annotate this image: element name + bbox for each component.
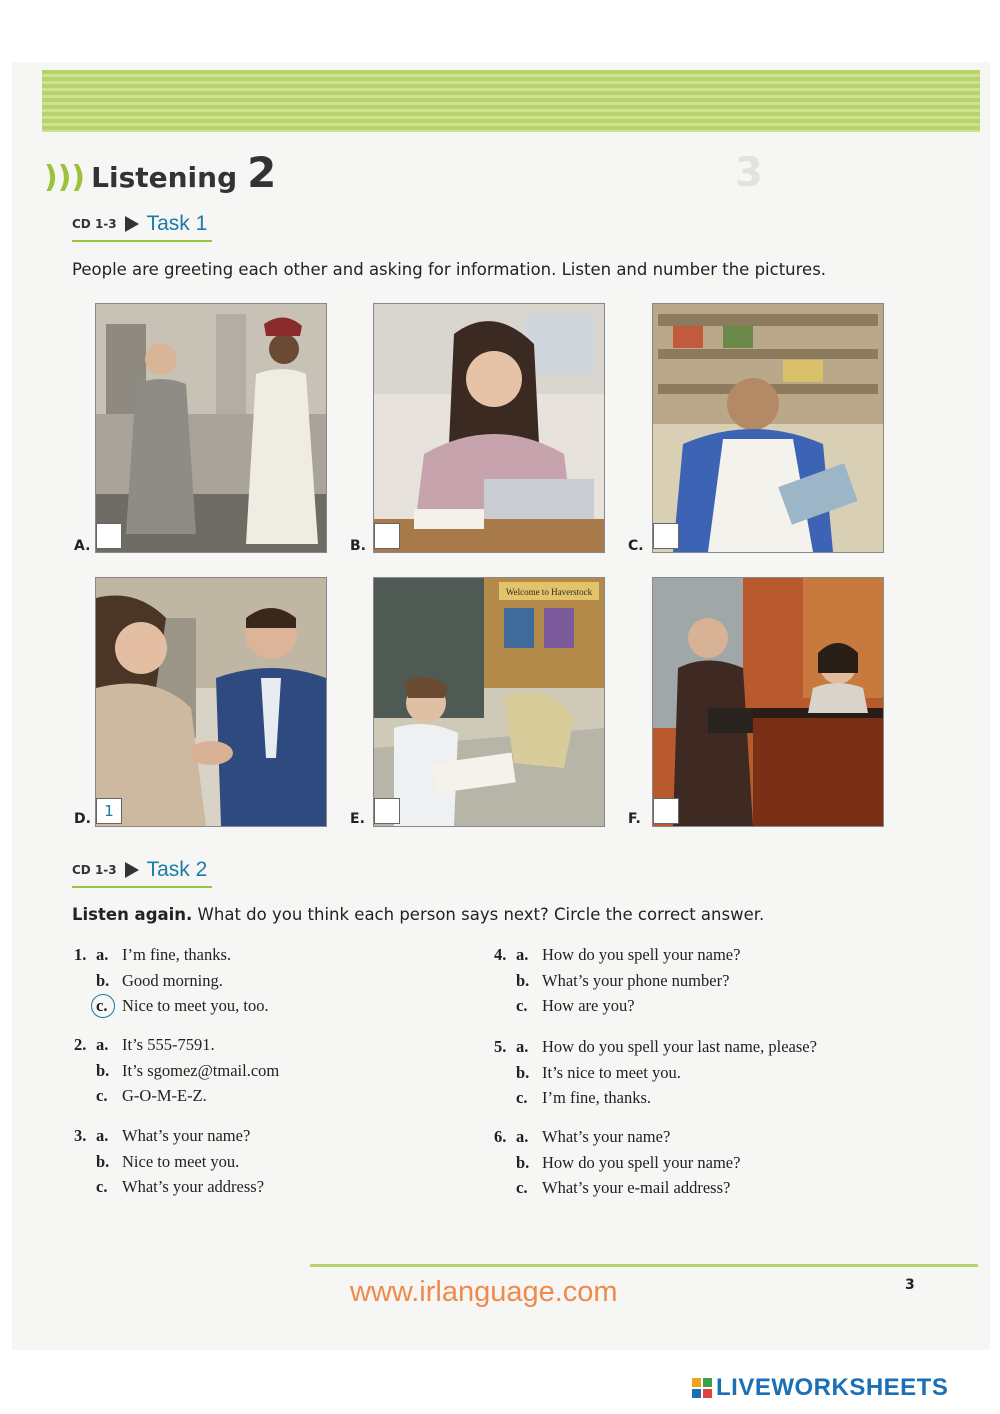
task2-title: Task 2 [146,858,208,881]
option-letter[interactable]: b. [96,1151,110,1171]
picture-e [373,577,605,827]
task1-title: Task 1 [146,212,208,235]
option-letter[interactable]: b. [516,970,530,990]
picture-letter: A. [74,538,91,554]
option-letter[interactable]: c. [96,1177,108,1196]
section-number: 2 [247,148,277,197]
picture-letter: B. [350,538,366,554]
picture-f [652,577,884,827]
option-text[interactable]: What’s your phone number? [542,970,730,990]
task1-instruction: People are greeting each other and asking for information. Listen and number the pictures. [72,260,827,279]
option-text[interactable]: Good morning. [122,970,223,990]
option-letter[interactable]: c. [516,1178,528,1197]
picture-letter: D. [74,811,91,827]
option-text[interactable]: It’s nice to meet you. [542,1062,681,1082]
liveworksheets-logo-icon [692,1378,712,1398]
welcome-sign-text: Welcome to Haverstock [505,587,593,597]
question-3 [74,1126,454,1203]
option-text[interactable]: How do you spell your name? [542,1152,741,1172]
picture-a [95,303,327,553]
option-text[interactable]: Nice to meet you, too. [122,996,269,1015]
task-underline [72,240,212,242]
task1-header [72,212,207,236]
question-number: 4. [494,945,507,964]
question-4 [494,945,914,1022]
option-letter[interactable]: c. [516,1088,528,1107]
question-2 [74,1035,454,1112]
question-5 [494,1037,914,1114]
answer-box-d[interactable]: 1 [96,798,122,824]
question-number: 3. [74,1126,87,1145]
option-letter[interactable]: a. [516,1127,529,1146]
option-text[interactable]: What’s your name? [542,1127,671,1146]
task2-instruction [72,905,764,924]
question-number: 6. [494,1127,507,1146]
option-letter[interactable]: a. [96,1126,109,1145]
option-letter[interactable]: b. [96,1060,110,1080]
question-number: 2. [74,1035,87,1054]
play-arrow-icon [125,216,139,232]
option-text[interactable]: How do you spell your name? [542,945,741,964]
instruction-bold: Listen again. [72,905,193,924]
option-letter[interactable]: a. [96,1035,109,1054]
option-text[interactable]: How do you spell your last name, please? [542,1037,817,1056]
option-letter[interactable]: c. [96,1086,108,1105]
option-text[interactable]: I’m fine, thanks. [122,945,232,964]
option-letter[interactable]: b. [516,1062,530,1082]
option-text[interactable]: It’s sgomez@tmail.com [122,1060,280,1080]
sound-waves-icon: ))) [44,160,86,195]
show-through-heading: 3 [735,150,763,196]
option-text[interactable]: How are you? [542,996,635,1015]
answer-box-c[interactable] [653,523,679,549]
instruction-rest: What do you think each person says next? Circle the correct answer. [192,905,765,924]
picture-d [95,577,327,827]
cd-track-label: CD 1-3 [72,217,117,231]
header-stripe-band [42,70,980,132]
section-title: Listening [91,161,238,194]
option-text[interactable]: G-O-M-E-Z. [122,1086,207,1105]
picture-letter: E. [350,811,365,827]
option-letter[interactable]: b. [516,1152,530,1172]
question-1 [74,945,454,1022]
question-number: 5. [494,1037,507,1056]
liveworksheets-brand[interactable] [692,1374,948,1402]
task2-header [72,858,207,882]
option-letter[interactable]: a. [516,1037,529,1056]
answer-box-b[interactable] [374,523,400,549]
option-letter[interactable]: a. [516,945,529,964]
option-letter[interactable]: b. [96,970,110,990]
cd-track-label: CD 1-3 [72,863,117,877]
question-number: 1. [74,945,87,964]
picture-c [652,303,884,553]
answer-box-a[interactable] [96,523,122,549]
footer-rule [310,1264,978,1267]
option-letter[interactable]: a. [96,945,109,964]
page-number: 3 [905,1277,915,1293]
task-underline [72,886,212,888]
picture-letter: C. [628,538,644,554]
answer-box-f[interactable] [653,798,679,824]
picture-b [373,303,605,553]
option-text[interactable]: What’s your address? [122,1177,265,1196]
picture-letter: F. [628,811,641,827]
section-heading [44,148,276,197]
option-text[interactable]: What’s your e-mail address? [542,1178,731,1197]
option-text[interactable]: It’s 555-7591. [122,1035,215,1054]
watermark-url[interactable]: www.irlanguage.com [350,1276,618,1308]
option-text[interactable]: I’m fine, thanks. [542,1088,652,1107]
option-text[interactable]: Nice to meet you. [122,1151,240,1171]
brand-name: LIVEWORKSHEETS [716,1374,949,1401]
option-letter[interactable]: c. [96,996,108,1015]
answer-box-e[interactable] [374,798,400,824]
play-arrow-icon [125,862,139,878]
option-letter[interactable]: c. [516,996,528,1015]
option-text[interactable]: What’s your name? [122,1126,251,1145]
question-6 [494,1127,914,1204]
